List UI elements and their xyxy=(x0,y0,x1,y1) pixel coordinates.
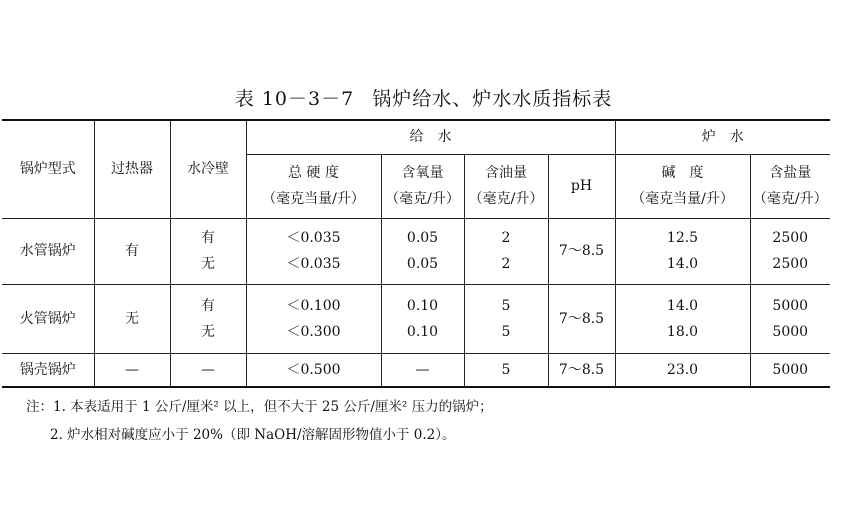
header-boiler-type: 锅炉型式 xyxy=(2,120,94,218)
cell-oil xyxy=(464,284,548,353)
value: 0.05 xyxy=(406,230,439,246)
value: 有 xyxy=(201,230,215,246)
header-alkalinity-name: 碱 度 xyxy=(661,165,704,181)
header-water-wall: 水冷壁 xyxy=(170,120,246,218)
cell-alkalinity xyxy=(615,284,750,353)
value: 无 xyxy=(201,323,215,340)
header-total-hardness xyxy=(246,154,381,218)
header-oxygen-name: 含氧量 xyxy=(401,165,444,181)
header-total-hardness-name: 总 硬 度 xyxy=(288,165,339,181)
cell-boiler-type: 火管锅炉 xyxy=(2,284,94,353)
value: 0.05 xyxy=(406,256,439,272)
header-superheater: 过热器 xyxy=(94,120,170,218)
cell-boiler-type: 水管锅炉 xyxy=(2,218,94,284)
header-salt-name: 含盐量 xyxy=(769,165,812,181)
value: 14.0 xyxy=(666,256,699,272)
value: 5 xyxy=(501,297,511,314)
header-oxygen xyxy=(381,154,464,218)
value: 5000 xyxy=(772,297,809,314)
value: 有 xyxy=(201,297,215,314)
cell-water-wall xyxy=(170,218,246,284)
cell-salt xyxy=(750,284,830,353)
cell-oil: 5 xyxy=(464,353,548,387)
table-row xyxy=(2,218,830,284)
value: 5 xyxy=(501,323,511,340)
cell-superheater: 无 xyxy=(94,284,170,353)
table-notes xyxy=(26,393,493,449)
cell-ph: 7～8.5 xyxy=(548,353,615,387)
cell-oxygen xyxy=(381,284,464,353)
note-2: 2. 炉水相对碱度应小于 20%（即 NaOH/溶解固形物值小于 0.2）。 xyxy=(50,427,456,443)
cell-oxygen xyxy=(381,218,464,284)
value: ＜0.300 xyxy=(286,323,341,340)
cell-alkalinity xyxy=(615,218,750,284)
cell-water-wall xyxy=(170,284,246,353)
value: 2500 xyxy=(772,230,809,246)
header-total-hardness-unit: （毫克当量/升） xyxy=(262,191,365,207)
cell-ph: 7～8.5 xyxy=(548,284,615,353)
value: 2 xyxy=(501,256,511,272)
cell-hardness: ＜0.500 xyxy=(246,353,381,387)
note-1: 注：1. 本表适用于 1 公斤/厘米² 以上，但不大于 25 公斤/厘米² 压力的锅炉； xyxy=(26,399,493,415)
header-feed-water xyxy=(246,120,615,154)
cell-hardness xyxy=(246,218,381,284)
header-salt-unit: （毫克/升） xyxy=(752,191,828,207)
table-number: 表 10－3－7 xyxy=(234,88,355,110)
value: 0.10 xyxy=(406,323,439,340)
value: 无 xyxy=(201,256,215,272)
value: 0.10 xyxy=(406,297,439,314)
value: 12.5 xyxy=(666,230,699,246)
header-alkalinity-unit: （毫克当量/升） xyxy=(631,191,734,207)
value: 18.0 xyxy=(666,323,699,340)
header-feed-water-label: 给 水 xyxy=(409,129,452,146)
header-oxygen-unit: （毫克/升） xyxy=(385,191,460,207)
header-boiler-water xyxy=(615,120,830,154)
header-oil-unit: （毫克/升） xyxy=(468,191,544,207)
header-alkalinity xyxy=(615,154,750,218)
header-boiler-water-label: 炉 水 xyxy=(701,129,744,146)
value: ＜0.035 xyxy=(286,256,341,272)
water-quality-table xyxy=(2,119,830,388)
cell-ph: 7～8.5 xyxy=(548,218,615,284)
value: 2500 xyxy=(772,256,809,272)
value: ＜0.035 xyxy=(286,230,341,246)
cell-alkalinity: 23.0 xyxy=(615,353,750,387)
value: 2 xyxy=(501,230,511,246)
cell-superheater: — xyxy=(94,353,170,387)
header-oil-name: 含油量 xyxy=(485,165,527,181)
value: 5000 xyxy=(772,323,809,340)
header-ph: pH xyxy=(548,154,615,218)
value: 14.0 xyxy=(666,297,699,314)
table-caption: 锅炉给水、炉水水质指标表 xyxy=(372,88,613,110)
cell-oil xyxy=(464,218,548,284)
table-row xyxy=(2,284,830,353)
header-oil xyxy=(464,154,548,218)
cell-oxygen: — xyxy=(381,353,464,387)
cell-salt: 5000 xyxy=(750,353,830,387)
value: ＜0.100 xyxy=(286,297,341,314)
table-row xyxy=(2,353,830,387)
table-title xyxy=(0,84,847,111)
cell-water-wall: — xyxy=(170,353,246,387)
cell-boiler-type: 锅壳锅炉 xyxy=(2,353,94,387)
cell-salt xyxy=(750,218,830,284)
cell-superheater: 有 xyxy=(94,218,170,284)
header-salt xyxy=(750,154,830,218)
cell-hardness xyxy=(246,284,381,353)
